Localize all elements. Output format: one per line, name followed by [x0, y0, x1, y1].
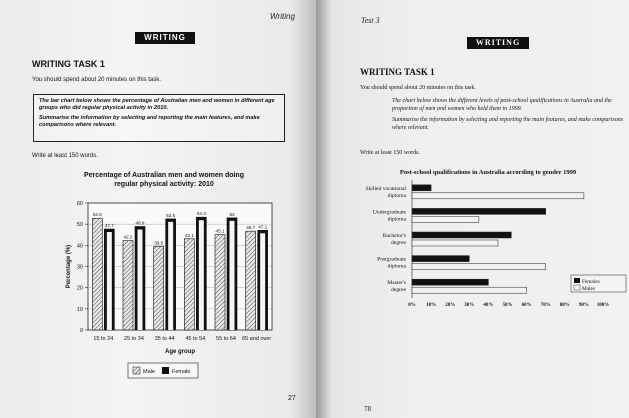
right-page — [316, 0, 629, 418]
x-tick-label: 35 to 44 — [154, 336, 175, 342]
category-label: diploma — [387, 263, 406, 270]
y-tick-label: 50 — [76, 222, 83, 229]
task-prompt-box — [33, 94, 285, 142]
female-bar-inner — [230, 221, 235, 330]
x-tick-label: 100% — [596, 303, 610, 308]
x-tick-label: 60% — [521, 303, 532, 308]
data-label: 47.7 — [104, 223, 114, 229]
data-label: 47.1 — [258, 224, 268, 230]
task-title: WRITING TASK 1 — [360, 67, 435, 77]
x-tick-label: 40% — [483, 303, 494, 308]
category-label: degree — [391, 240, 406, 246]
physical-activity-bar-chart — [0, 165, 316, 395]
male-bar — [184, 239, 194, 330]
females-bar — [412, 256, 469, 262]
y-tick-label: 10 — [76, 306, 83, 313]
x-tick-label: 80% — [559, 303, 570, 308]
category-label: Master's — [387, 280, 406, 287]
task-prompt — [392, 98, 624, 132]
y-tick-label: 20 — [76, 285, 83, 292]
female-bar-inner — [199, 220, 204, 330]
females-bar — [412, 279, 488, 285]
chart-title: Post-school qualifications in Australia according to gender 1999 — [399, 169, 577, 176]
x-tick-label: 45 to 54 — [185, 336, 206, 342]
prompt-text: The bar chart below shows the percentage of Australian men and women in different age groups who did regular physical activity in 2010. — [39, 98, 275, 111]
prompt-instruction: Summarise the information by selecting and reporting the main features, and make comparisons where relevant. — [392, 117, 624, 131]
legend-label: Male — [143, 369, 155, 375]
category-label: Undergraduate — [372, 209, 406, 216]
time-note: You should spend about 20 minutes on this task. — [360, 85, 476, 91]
section-banner: WRITING — [135, 32, 195, 44]
female-bar-inner — [138, 229, 143, 330]
category-label: Postgraduate — [377, 256, 406, 263]
prompt-instruction: Summarise the information by selecting and reporting the main features, and make comparisons where relevant. — [39, 115, 260, 128]
y-tick-label: 0 — [79, 328, 83, 334]
male-bar — [123, 241, 133, 330]
data-label: 52.5 — [166, 212, 176, 218]
x-axis-label: Age group — [165, 349, 195, 355]
male-bar — [92, 218, 102, 330]
x-tick-label: 15 to 24 — [93, 336, 114, 342]
x-tick-label: 0% — [408, 303, 416, 308]
x-tick-label: 20% — [445, 303, 456, 308]
chart-title: Percentage of Australian men and women doing — [84, 172, 244, 179]
female-bar-inner — [107, 232, 112, 330]
female-bar-inner — [168, 222, 173, 330]
legend-swatch-males — [574, 285, 580, 290]
x-tick-label: 30% — [464, 303, 475, 308]
y-tick-label: 30 — [76, 264, 83, 271]
females-bar — [412, 208, 546, 214]
category-label: diploma — [387, 192, 406, 199]
data-label: 48.9 — [135, 220, 145, 226]
x-tick-label: 70% — [540, 303, 551, 308]
legend — [128, 363, 198, 378]
time-note: You should spend about 20 minutes on this task. — [32, 77, 161, 83]
chart-title: regular physical activity: 2010 — [114, 181, 214, 188]
qualifications-bar-chart — [316, 160, 629, 310]
legend-label: Females — [582, 279, 600, 285]
running-head: Writing — [270, 12, 295, 21]
legend-swatch-male — [133, 367, 140, 374]
x-tick-label: 25 to 34 — [124, 336, 144, 342]
category-label: degree — [391, 287, 406, 294]
data-label: 39.5 — [154, 240, 164, 246]
females-bar — [412, 185, 431, 191]
category-label: Bachelor's — [382, 233, 406, 239]
word-note: Write at least 150 words. — [360, 150, 420, 156]
data-label: 43.1 — [184, 232, 194, 238]
category-label: diploma — [387, 216, 406, 223]
page-number: 27 — [288, 395, 296, 402]
task-title: WRITING TASK 1 — [32, 59, 105, 69]
data-label: 52.8 — [92, 212, 102, 218]
x-tick-label: 55 to 64 — [216, 336, 236, 342]
prompt-text: The chart below shows the different levels of post-school qualifications in Australia and the proportion of men and women who held them in 1999. — [392, 98, 612, 112]
males-bar — [412, 264, 546, 270]
males-bar — [412, 287, 527, 293]
word-note: Write at least 150 words. — [32, 153, 98, 159]
x-tick-label: 65 and over — [242, 336, 272, 342]
y-axis-label: Percentage (%) — [66, 244, 72, 289]
running-head: Test 3 — [361, 16, 380, 25]
y-tick-label: 60 — [76, 201, 83, 207]
y-tick-label: 40 — [76, 243, 83, 250]
section-banner: WRITING — [467, 37, 529, 49]
x-tick-label: 50% — [502, 303, 513, 308]
legend-label: Female — [172, 369, 191, 375]
data-label: 45.1 — [215, 228, 225, 234]
females-bar — [412, 232, 511, 238]
legend — [571, 275, 626, 292]
female-bar-inner — [260, 233, 265, 330]
data-label: 53.3 — [196, 211, 206, 217]
data-label: 42.2 — [123, 234, 133, 240]
legend-label: Males — [582, 286, 595, 292]
data-label: 46.7 — [246, 225, 256, 231]
category-label: Skilled vocational — [365, 185, 406, 192]
x-tick-label: 90% — [578, 303, 589, 308]
legend-swatch-females — [574, 278, 580, 283]
males-bar — [412, 216, 479, 222]
males-bar — [412, 193, 584, 199]
male-bar — [215, 235, 225, 330]
page-number: 78 — [364, 405, 371, 413]
data-label: 53 — [229, 211, 235, 217]
legend-swatch-female — [162, 367, 169, 374]
males-bar — [412, 240, 498, 246]
male-bar — [246, 231, 256, 330]
male-bar — [154, 246, 164, 330]
x-tick-label: 10% — [426, 303, 437, 308]
